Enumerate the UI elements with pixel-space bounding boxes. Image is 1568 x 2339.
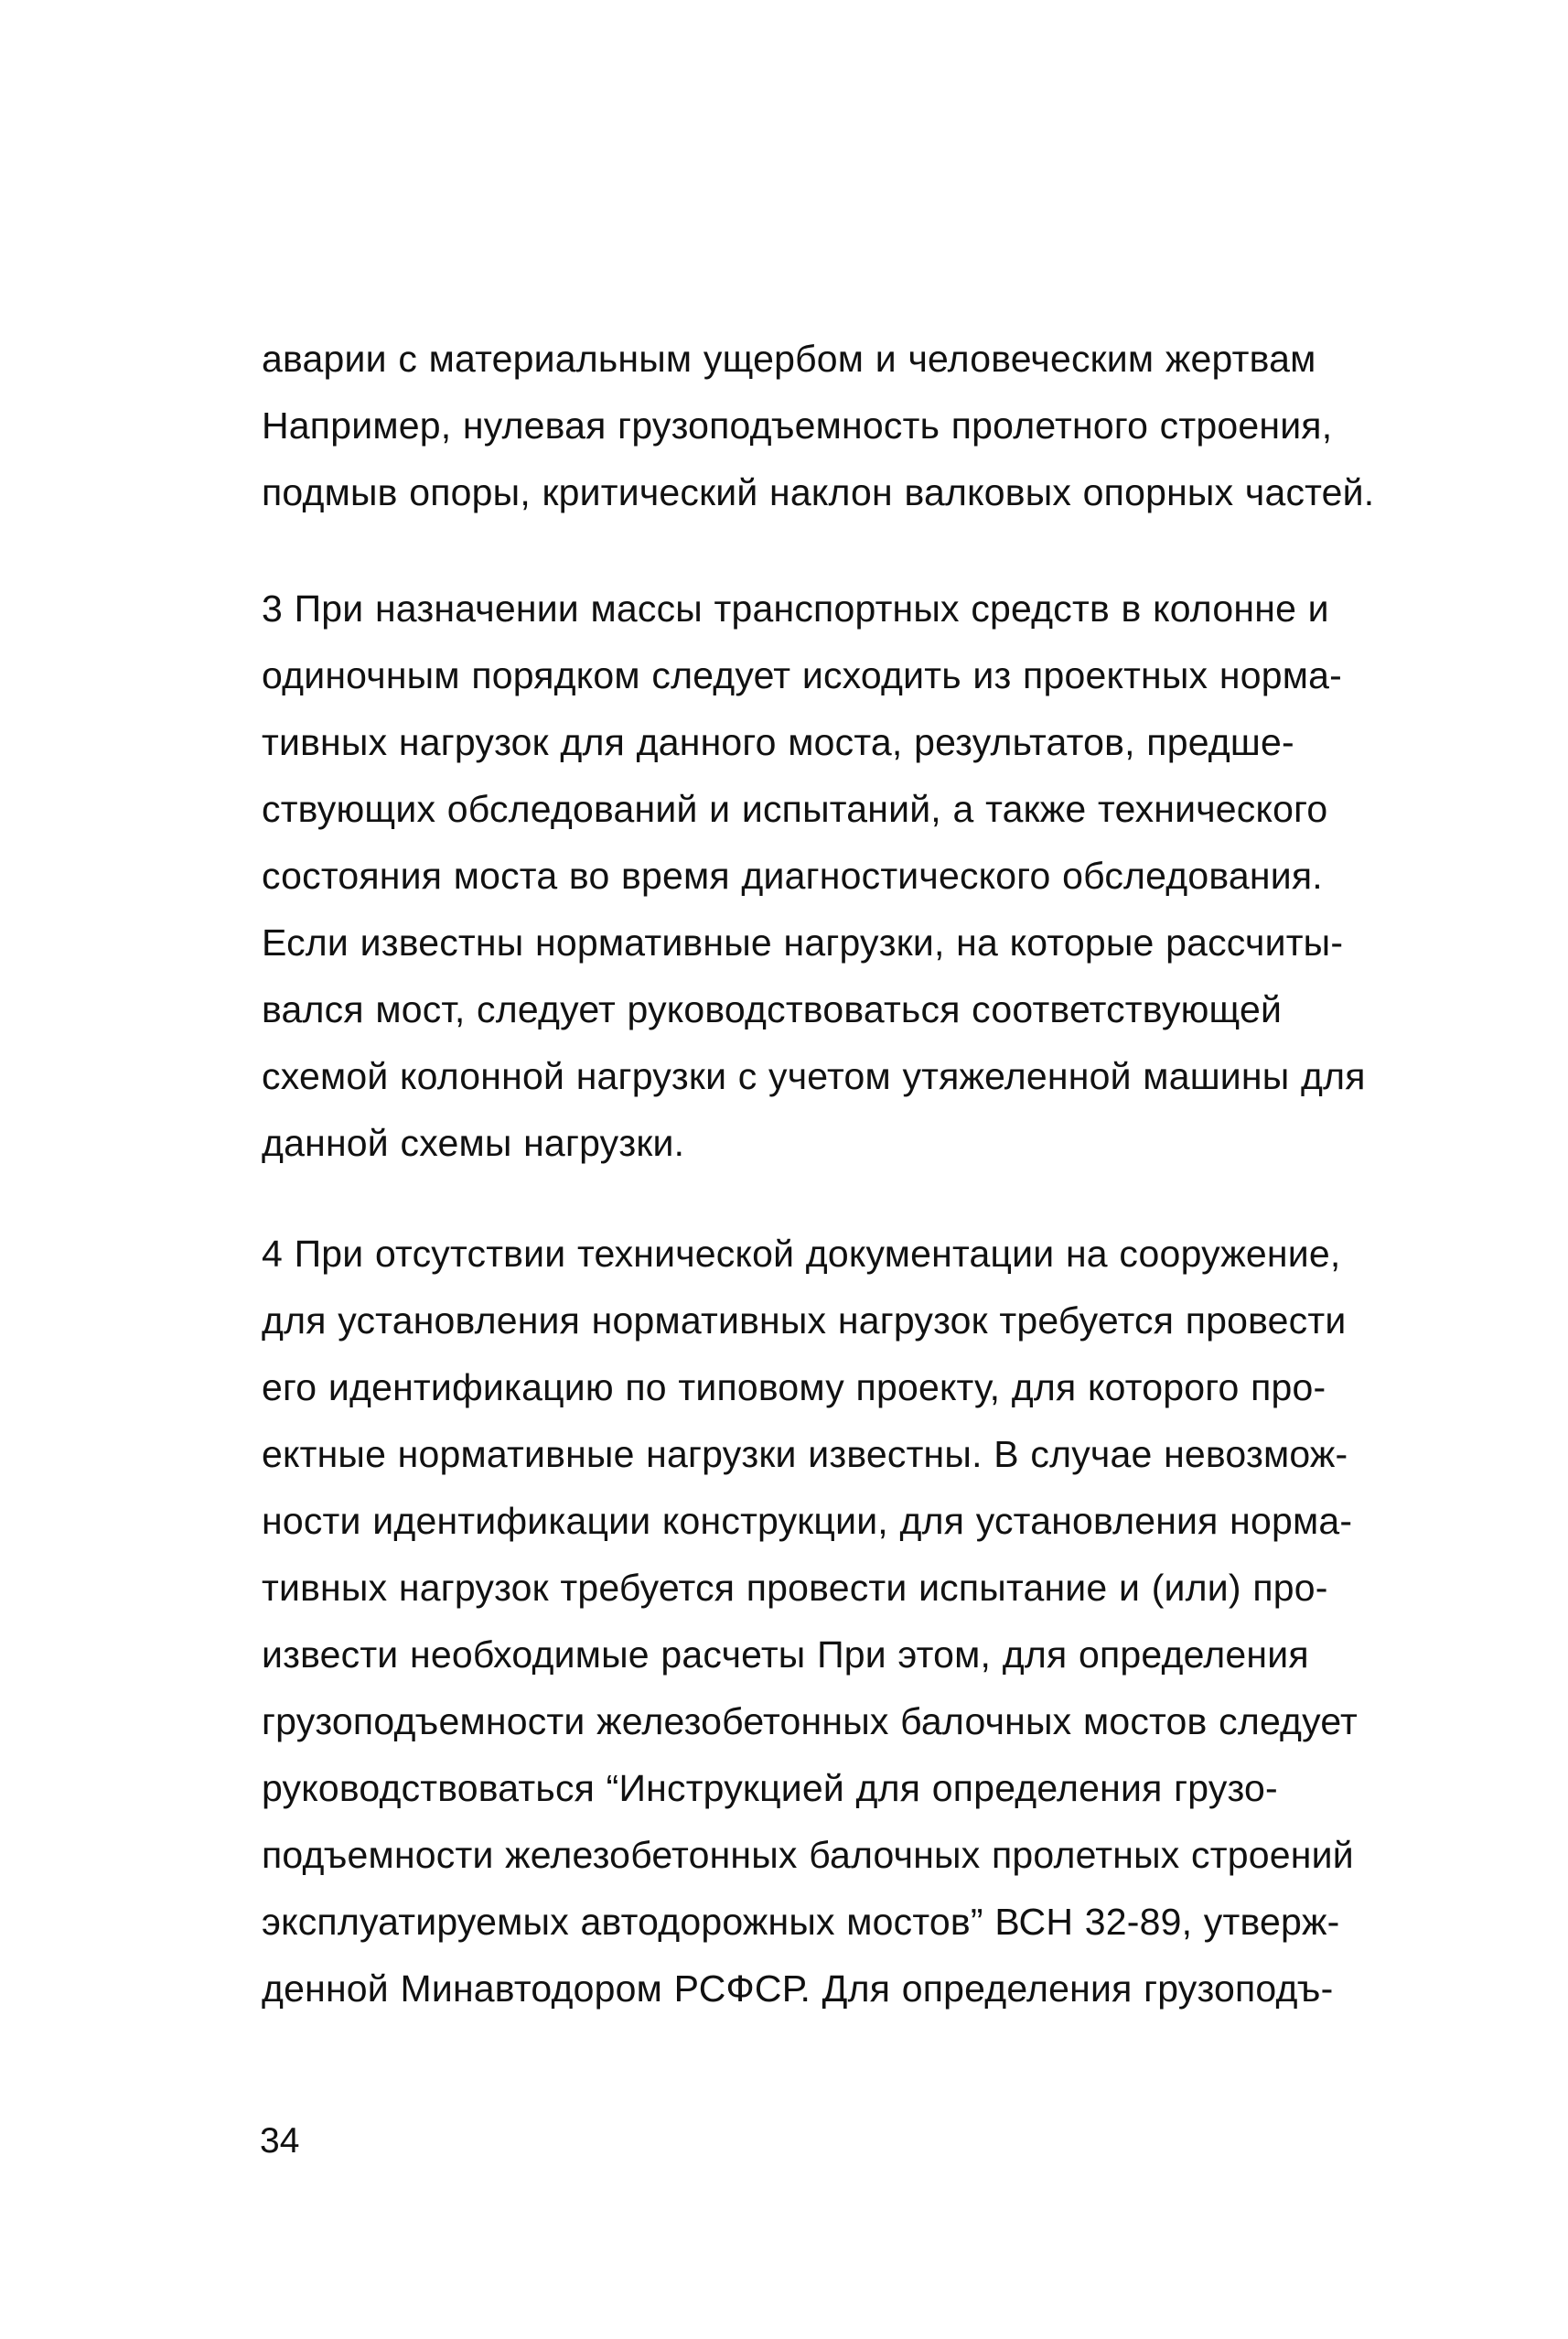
text-line: одиночным порядком следует исходить из проектных норма-	[262, 654, 1342, 696]
text-line: Например, нулевая грузоподъемность пролетного строения,	[262, 404, 1333, 447]
text-line: ектные нормативные нагрузки известны. В случае невозмож-	[262, 1433, 1348, 1475]
text-line: 3 При назначении массы транспортных средств в колонне и	[262, 587, 1329, 630]
text-line: аварии с материальным ущербом и человеческим жертвам	[262, 338, 1316, 380]
text-line: тивных нагрузок для данного моста, результатов, предше-	[262, 721, 1294, 763]
text-line: схемой колонной нагрузки с учетом утяжеленной машины для	[262, 1055, 1366, 1097]
text-line: данной схемы нагрузки.	[262, 1122, 685, 1164]
text-line: ности идентификации конструкции, для установления норма-	[262, 1500, 1353, 1542]
text-line: подъемности железобетонных балочных пролетных строений	[262, 1834, 1354, 1876]
text-line: для установления нормативных нагрузок требуется провести	[262, 1299, 1347, 1342]
text-line: тивных нагрузок требуется провести испытание и (или) про-	[262, 1567, 1328, 1609]
text-line: руководствоваться “Инструкцией для определения грузо-	[262, 1767, 1278, 1809]
text-line: состояния моста во время диагностического обследования.	[262, 855, 1323, 897]
text-line: 4 При отсутствии технической документации на сооружение,	[262, 1233, 1341, 1275]
text-line: Если известны нормативные нагрузки, на которые рассчиты-	[262, 922, 1344, 964]
text-line: ствующих обследований и испытаний, а также технического	[262, 788, 1328, 830]
text-line: грузоподъемности железобетонных балочных мостов следует	[262, 1700, 1359, 1742]
text-line: подмыв опоры, критический наклон валковых опорных частей.	[262, 471, 1375, 513]
text-line: извести необходимые расчеты При этом, для определения	[262, 1633, 1309, 1676]
text-line: денной Минавтодором РСФСР. Для определения грузоподъ-	[262, 1967, 1334, 2010]
page-number: 34	[260, 2121, 300, 2161]
text-line: вался мост, следует руководствоваться соответствующей	[262, 988, 1283, 1030]
text-line: его идентификацию по типовому проекту, для которого про-	[262, 1366, 1326, 1408]
text-line: эксплуатируемых автодорожных мостов” ВСН 32-89, утверж-	[262, 1901, 1340, 1943]
